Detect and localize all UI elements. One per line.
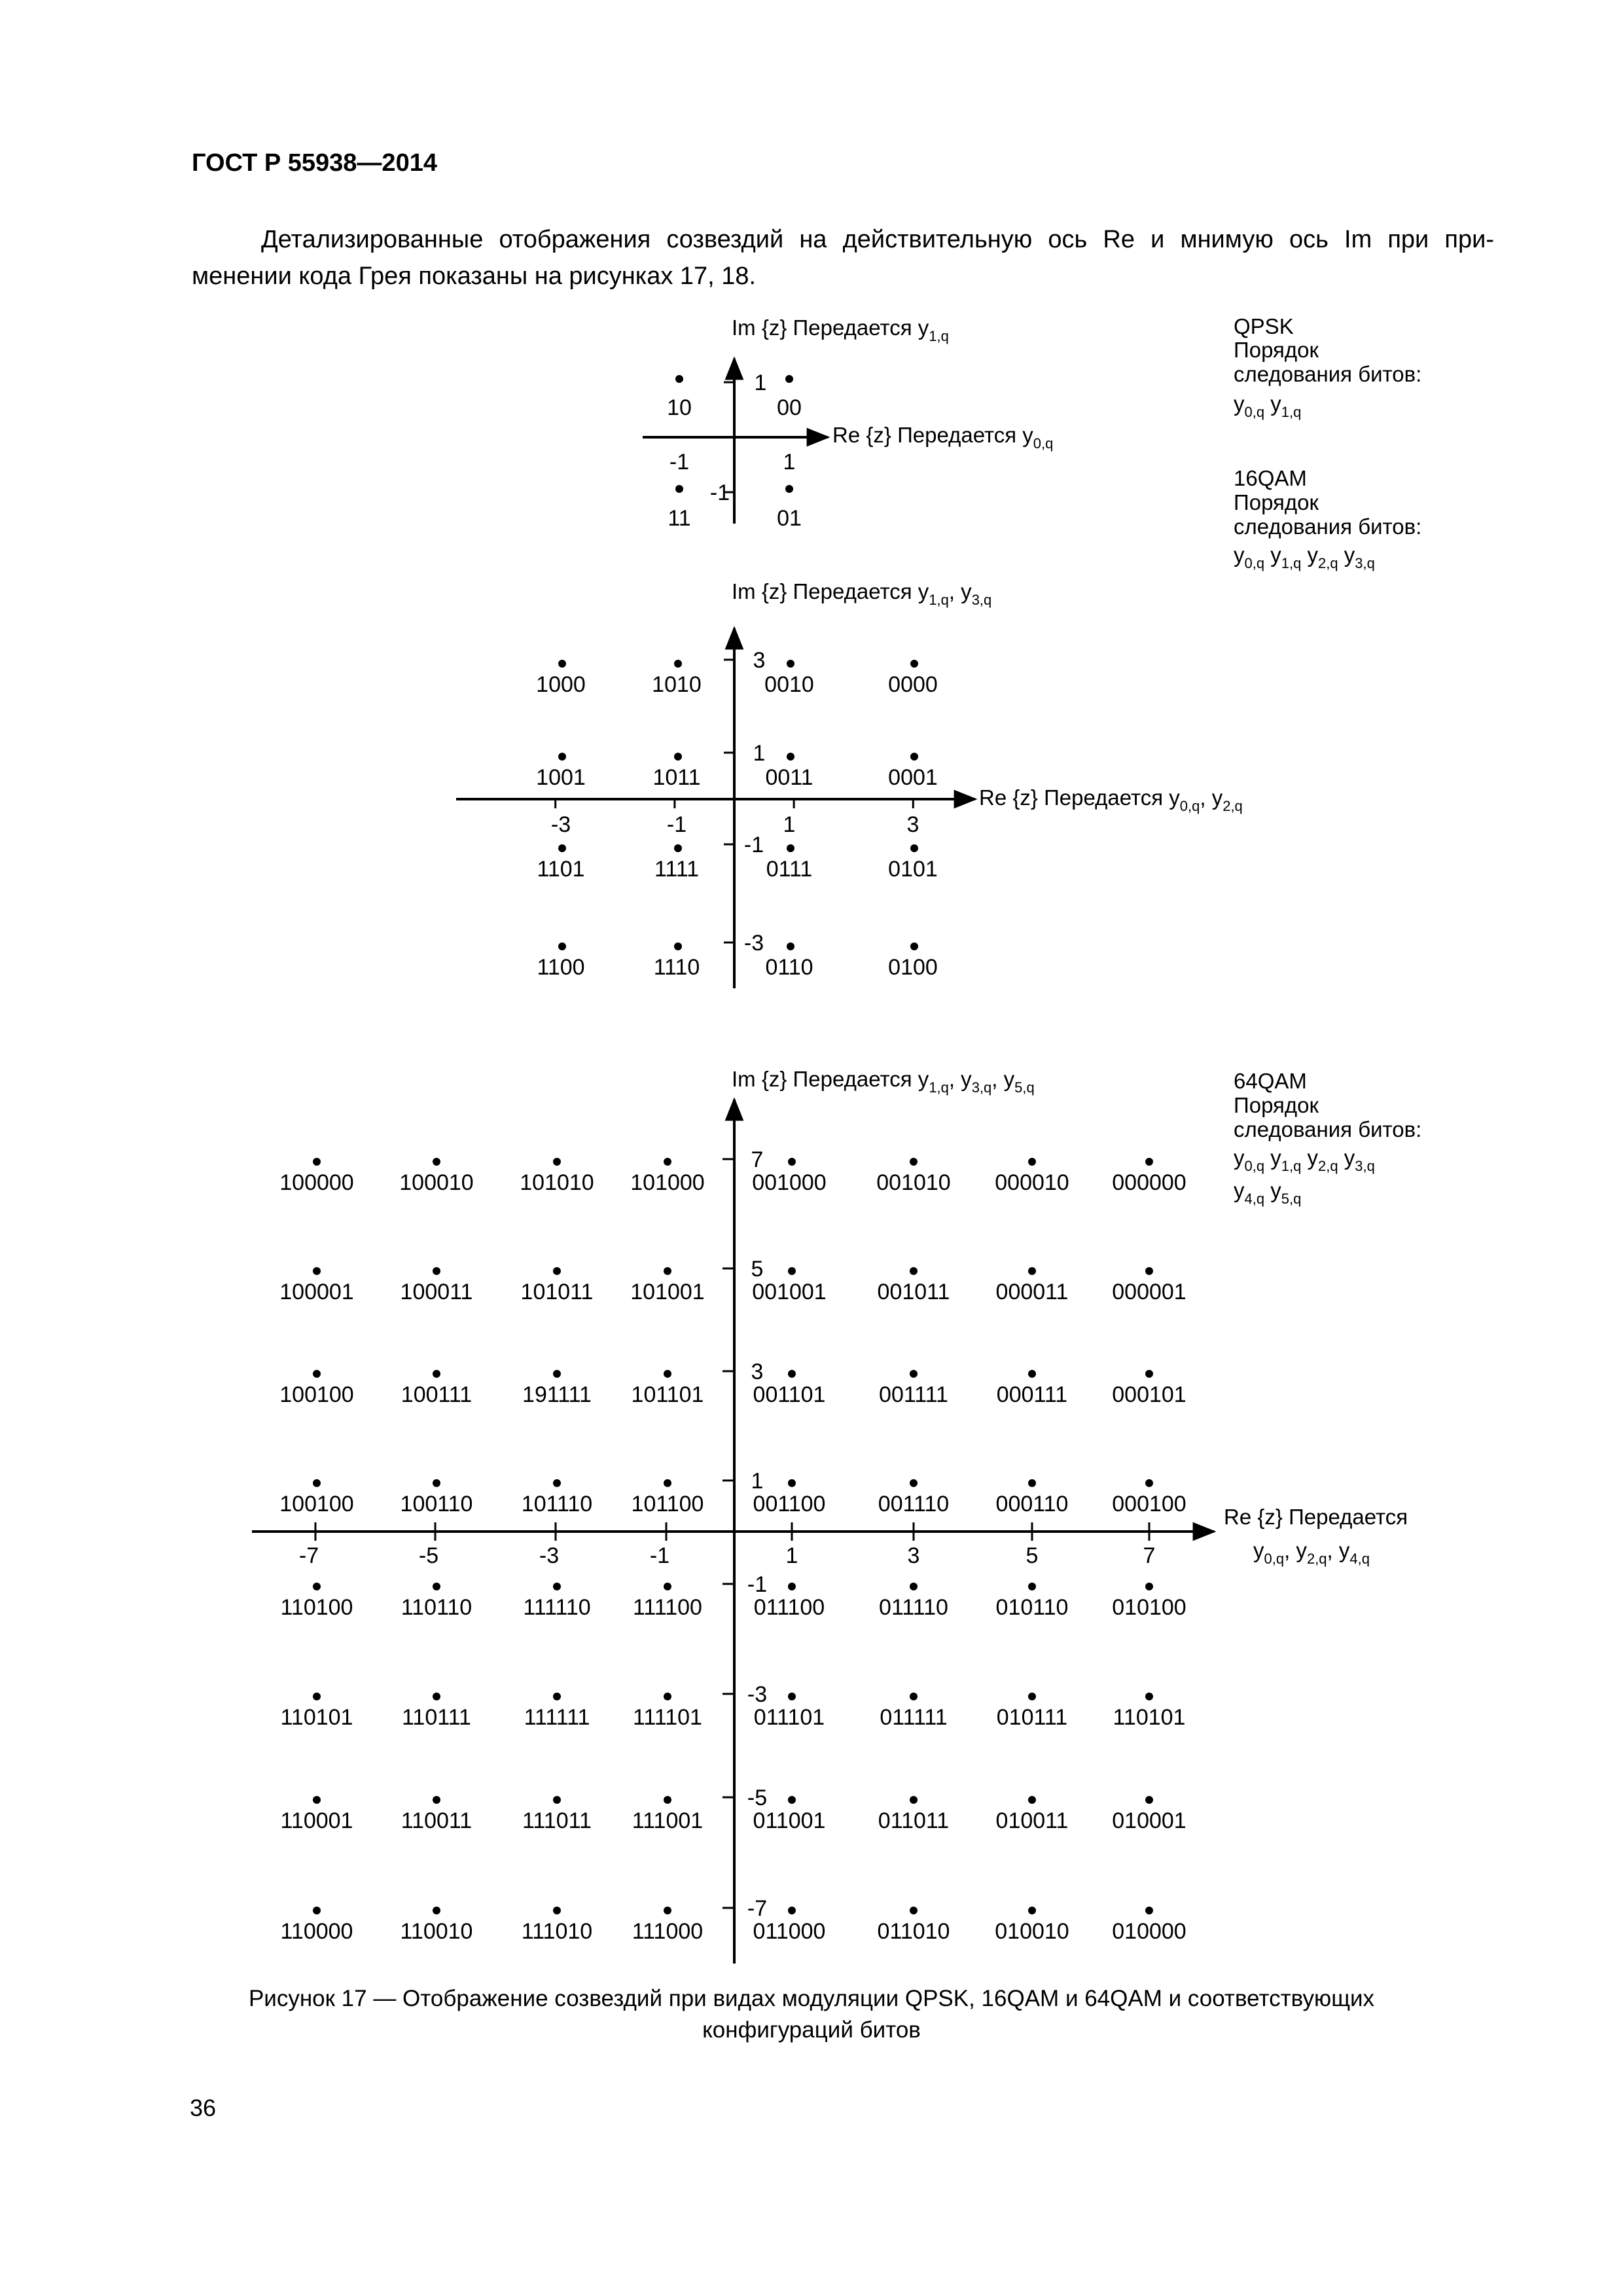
constellation-point bbox=[664, 1796, 671, 1804]
constellation-point bbox=[313, 1479, 321, 1487]
y-tick-label: -1 bbox=[747, 1572, 768, 1597]
bit-label: 001000 bbox=[752, 1170, 827, 1195]
bit-label: 1110 bbox=[653, 955, 700, 980]
constellation-point bbox=[558, 753, 566, 761]
bit-label: 111100 bbox=[633, 1595, 702, 1620]
x-tick-label: -1 bbox=[669, 450, 690, 475]
bit-label: 0001 bbox=[888, 765, 938, 790]
bit-label: 1000 bbox=[536, 672, 586, 697]
bit-label: 000100 bbox=[1112, 1492, 1186, 1516]
constellation-point bbox=[787, 942, 794, 950]
qam16-bit-order: $y_{0,q}$ $y_{1,q}$ $y_{2,q}$ $y_{3,q}$ bbox=[1234, 543, 1375, 571]
qam16-title: 16QAM bbox=[1234, 466, 1307, 490]
qpsk-diagram bbox=[643, 315, 1053, 531]
constellation-point bbox=[910, 753, 918, 761]
constellation-point bbox=[1145, 1158, 1153, 1166]
constellation-point bbox=[675, 485, 683, 493]
bit-label: 011010 bbox=[877, 1919, 950, 1944]
bit-label: 110101 bbox=[280, 1705, 353, 1730]
constellation-point bbox=[313, 1583, 321, 1590]
constellation-point bbox=[1145, 1479, 1153, 1487]
bit-label: 010100 bbox=[1112, 1595, 1186, 1620]
constellation-point bbox=[664, 1158, 671, 1166]
constellation-point bbox=[1028, 1267, 1036, 1275]
constellation-point bbox=[433, 1370, 440, 1378]
figure-caption bbox=[0, 1983, 1623, 2046]
page-number: 36 bbox=[190, 2094, 217, 2121]
bit-label: 011111 bbox=[880, 1705, 948, 1730]
y-tick-label: -1 bbox=[743, 833, 764, 857]
re-axis-label: Re {z} Передается bbox=[1224, 1505, 1408, 1529]
constellation-point bbox=[910, 1158, 918, 1166]
re-axis-label-2: $y_{0,q}$, $y_{2,q}$, $y_{4,q}$ bbox=[1253, 1538, 1370, 1567]
bit-label: 110110 bbox=[401, 1595, 473, 1620]
bit-label: 01 bbox=[777, 506, 802, 531]
bit-label: 001010 bbox=[876, 1170, 951, 1195]
y-tick-label: -1 bbox=[709, 480, 730, 505]
bit-label: 101010 bbox=[520, 1170, 594, 1195]
constellation-point bbox=[788, 1158, 796, 1166]
bit-label: 010011 bbox=[995, 1808, 1069, 1833]
bit-label: 1100 bbox=[537, 955, 585, 980]
y-tick-label: 3 bbox=[751, 1359, 764, 1384]
constellation-point bbox=[664, 1479, 671, 1487]
im-axis-label: Im {z} Передается $y_{1,q}$, $y_{3,q}$ bbox=[732, 579, 992, 608]
constellation-point bbox=[788, 1907, 796, 1914]
constellation-point bbox=[433, 1583, 440, 1590]
bit-label: 0110 bbox=[765, 955, 813, 980]
bit-label: 010001 bbox=[1112, 1808, 1186, 1833]
bit-label: 0111 bbox=[766, 857, 813, 882]
constellation-point bbox=[664, 1693, 671, 1700]
constellation-point bbox=[553, 1479, 561, 1487]
constellation-point bbox=[553, 1158, 561, 1166]
bit-label: 000010 bbox=[995, 1170, 1069, 1195]
constellation-point bbox=[910, 1796, 918, 1804]
bit-label: 111010 bbox=[521, 1919, 593, 1944]
bit-label: 1010 bbox=[652, 672, 702, 697]
y-tick-label: 1 bbox=[753, 741, 766, 766]
constellation-point bbox=[433, 1158, 440, 1166]
constellation-point bbox=[788, 1796, 796, 1804]
x-tick-label: -1 bbox=[666, 812, 687, 837]
bit-label: 111001 bbox=[632, 1808, 704, 1833]
x-tick-label: 7 bbox=[1143, 1543, 1156, 1568]
qpsk-bit-order: $y_{0,q}$ $y_{1,q}$ bbox=[1234, 391, 1302, 420]
constellation-point bbox=[1145, 1267, 1153, 1275]
bit-label: 00 bbox=[777, 395, 802, 420]
bit-label: 11 bbox=[668, 506, 691, 531]
x-tick-label: 5 bbox=[1026, 1543, 1039, 1568]
y-tick-label: -7 bbox=[747, 1896, 768, 1921]
constellation-point bbox=[1028, 1370, 1036, 1378]
constellation-point bbox=[1028, 1158, 1036, 1166]
bit-label: 110100 bbox=[280, 1595, 353, 1620]
bit-label: 100110 bbox=[400, 1492, 473, 1516]
y-tick-label: -3 bbox=[743, 931, 764, 956]
y-tick-label: 5 bbox=[751, 1257, 764, 1282]
constellation-point bbox=[664, 1267, 671, 1275]
bit-label: 101110 bbox=[521, 1492, 593, 1516]
bit-label: 101000 bbox=[630, 1170, 705, 1195]
constellation-point bbox=[553, 1796, 561, 1804]
bit-label: 100111 bbox=[401, 1382, 473, 1407]
bit-label: 110001 bbox=[280, 1808, 353, 1833]
bit-label: 000101 bbox=[1112, 1382, 1186, 1407]
constellation-point bbox=[553, 1583, 561, 1590]
bit-label: 101001 bbox=[630, 1280, 705, 1304]
bit-order-legends bbox=[1234, 314, 1421, 1207]
constellation-point bbox=[787, 660, 794, 668]
constellation-point bbox=[787, 844, 794, 852]
bit-label: 10 bbox=[667, 395, 692, 420]
qam64-order-label: Порядок bbox=[1234, 1093, 1319, 1117]
constellation-point bbox=[788, 1583, 796, 1590]
bit-label: 010111 bbox=[996, 1705, 1068, 1730]
bit-label: 001011 bbox=[877, 1280, 950, 1304]
document-header: ГОСТ Р 55938—2014 bbox=[192, 149, 437, 177]
constellation-point bbox=[1145, 1370, 1153, 1378]
bit-label: 001001 bbox=[752, 1280, 827, 1304]
bit-label: 0100 bbox=[888, 955, 938, 980]
bit-label: 000001 bbox=[1112, 1280, 1186, 1304]
bit-label: 000011 bbox=[995, 1280, 1069, 1304]
x-tick-label: -1 bbox=[649, 1543, 670, 1568]
constellation-point bbox=[313, 1796, 321, 1804]
constellation-point bbox=[558, 942, 566, 950]
bit-label: 191111 bbox=[522, 1382, 592, 1407]
y-tick-label: -5 bbox=[747, 1785, 768, 1810]
bit-label: 0000 bbox=[888, 672, 938, 697]
qam64-order-label-2: следования битов: bbox=[1234, 1117, 1422, 1141]
im-axis-label: Im {z} Передается $y_{1,q}$, $y_{3,q}$, $y_{5,q}$ bbox=[732, 1067, 1035, 1096]
bit-label: 001100 bbox=[753, 1492, 826, 1516]
constellation-point bbox=[910, 942, 918, 950]
qam16-order-label-2: следования битов: bbox=[1234, 514, 1422, 539]
bit-label: 101011 bbox=[520, 1280, 594, 1304]
constellation-point bbox=[433, 1907, 440, 1914]
bit-label: 100001 bbox=[279, 1280, 354, 1304]
constellation-point bbox=[674, 753, 682, 761]
bit-label: 101101 bbox=[631, 1382, 704, 1407]
constellation-point bbox=[1028, 1907, 1036, 1914]
constellation-point bbox=[1145, 1583, 1153, 1590]
bit-label: 110000 bbox=[280, 1919, 353, 1944]
constellation-point bbox=[558, 844, 566, 852]
bit-label: 000110 bbox=[995, 1492, 1069, 1516]
bit-label: 1101 bbox=[537, 857, 585, 882]
bit-label: 011011 bbox=[878, 1808, 950, 1833]
qam64-bit-order-2: $y_{4,q}$ $y_{5,q}$ bbox=[1234, 1178, 1302, 1207]
bit-label: 111000 bbox=[632, 1919, 704, 1944]
bit-label: 011110 bbox=[879, 1595, 948, 1620]
constellation-point bbox=[664, 1370, 671, 1378]
bit-label: 101100 bbox=[631, 1492, 704, 1516]
bit-label: 001110 bbox=[878, 1492, 950, 1516]
x-tick-label: -5 bbox=[418, 1543, 439, 1568]
constellation-point bbox=[910, 1370, 918, 1378]
caption-line-2: конфигураций битов bbox=[702, 2017, 921, 2043]
re-axis-label: Re {z} Передается $y_{0,q}$, $y_{2,q}$ bbox=[979, 785, 1243, 814]
constellation-point bbox=[553, 1370, 561, 1378]
bit-label: 111111 bbox=[524, 1705, 590, 1730]
bit-label: 011100 bbox=[753, 1595, 825, 1620]
constellation-point bbox=[313, 1907, 321, 1914]
constellation-point bbox=[433, 1796, 440, 1804]
bit-label: 110010 bbox=[400, 1919, 473, 1944]
qam64-bit-order: $y_{0,q}$ $y_{1,q}$ $y_{2,q}$ $y_{3,q}$ bbox=[1234, 1145, 1375, 1174]
bit-label: 001111 bbox=[879, 1382, 948, 1407]
constellation-point bbox=[313, 1158, 321, 1166]
constellation-point bbox=[674, 660, 682, 668]
y-tick-label: -3 bbox=[747, 1682, 768, 1707]
constellation-point bbox=[1145, 1796, 1153, 1804]
bit-label: 100000 bbox=[279, 1170, 354, 1195]
x-tick-label: 1 bbox=[785, 1543, 798, 1568]
bit-label: 1111 bbox=[654, 857, 700, 882]
constellation-point bbox=[1028, 1693, 1036, 1700]
constellation-point bbox=[787, 753, 794, 761]
bit-label: 110101 bbox=[1113, 1705, 1186, 1730]
constellation-point bbox=[553, 1907, 561, 1914]
qpsk-order-label: Порядок bbox=[1234, 338, 1319, 362]
bit-label: 1001 bbox=[536, 765, 586, 790]
constellation-point bbox=[674, 942, 682, 950]
y-tick-label: 3 bbox=[753, 648, 766, 673]
constellation-point bbox=[785, 375, 793, 383]
constellation-point bbox=[1028, 1479, 1036, 1487]
caption-line-1: Рисунок 17 — Отображение созвездий при видах модуляции QPSK, 16QAM и 64QAM и соответствующих bbox=[248, 1986, 1375, 2011]
constellation-point bbox=[910, 1479, 918, 1487]
constellation-point bbox=[553, 1267, 561, 1275]
constellation-point bbox=[910, 660, 918, 668]
constellation-point bbox=[785, 485, 793, 493]
x-tick-label: -3 bbox=[550, 812, 571, 837]
bit-label: 0101 bbox=[888, 857, 938, 882]
constellation-point bbox=[433, 1479, 440, 1487]
bit-label: 011000 bbox=[753, 1919, 826, 1944]
qpsk-order-label-2: следования битов: bbox=[1234, 362, 1422, 386]
constellation-point bbox=[1028, 1796, 1036, 1804]
constellation-point bbox=[674, 844, 682, 852]
im-axis-label: Im {z} Передается $y_{1,q}$ bbox=[732, 315, 949, 344]
paragraph-line-1: Детализированные отображения созвездий на действительную ось Re и мнимую ось Im при при- bbox=[261, 226, 1494, 253]
constellation-point bbox=[788, 1693, 796, 1700]
constellation-point bbox=[313, 1370, 321, 1378]
bit-label: 100100 bbox=[279, 1492, 354, 1516]
x-tick-label: -7 bbox=[298, 1543, 319, 1568]
bit-label: 0010 bbox=[764, 672, 814, 697]
qam64-title: 64QAM bbox=[1234, 1069, 1307, 1093]
constellation-point bbox=[313, 1267, 321, 1275]
x-tick-label: 3 bbox=[906, 812, 919, 837]
bit-label: 000111 bbox=[996, 1382, 1068, 1407]
constellation-point bbox=[664, 1907, 671, 1914]
bit-label: 010000 bbox=[1112, 1919, 1186, 1944]
qam16-diagram bbox=[456, 579, 1243, 988]
constellation-point bbox=[664, 1583, 671, 1590]
bit-label: 100010 bbox=[399, 1170, 474, 1195]
bit-label: 011101 bbox=[753, 1705, 825, 1730]
constellation-point bbox=[910, 1693, 918, 1700]
constellation-point bbox=[553, 1693, 561, 1700]
x-tick-label: 1 bbox=[783, 812, 796, 837]
constellation-point bbox=[788, 1370, 796, 1378]
constellation-point bbox=[433, 1267, 440, 1275]
bit-label: 011001 bbox=[753, 1808, 826, 1833]
constellation-point bbox=[1145, 1693, 1153, 1700]
bit-label: 0011 bbox=[765, 765, 813, 790]
x-tick-label: 3 bbox=[907, 1543, 920, 1568]
bit-label: 010010 bbox=[995, 1919, 1069, 1944]
constellation-point bbox=[910, 1907, 918, 1914]
re-axis-label: Re {z} Передается $y_{0,q}$ bbox=[832, 423, 1054, 452]
constellation-point bbox=[910, 1267, 918, 1275]
constellation-point bbox=[788, 1267, 796, 1275]
constellation-point bbox=[558, 660, 566, 668]
constellation-point bbox=[313, 1693, 321, 1700]
constellation-point bbox=[910, 844, 918, 852]
bit-label: 111011 bbox=[522, 1808, 592, 1833]
y-tick-label: 1 bbox=[751, 1469, 764, 1494]
constellation-point bbox=[1145, 1907, 1153, 1914]
constellation-point bbox=[433, 1693, 440, 1700]
constellation-point bbox=[1028, 1583, 1036, 1590]
bit-label: 100011 bbox=[400, 1280, 473, 1304]
bit-label: 110111 bbox=[402, 1705, 471, 1730]
constellation-point bbox=[910, 1583, 918, 1590]
y-tick-label: 7 bbox=[751, 1147, 764, 1172]
qpsk-title: QPSK bbox=[1234, 314, 1294, 338]
paragraph-line-2: менении кода Грея показаны на рисунках 17, 18. bbox=[192, 262, 757, 290]
y-tick-label: 1 bbox=[754, 370, 767, 395]
bit-label: 000000 bbox=[1112, 1170, 1186, 1195]
constellation-point bbox=[788, 1479, 796, 1487]
bit-label: 1011 bbox=[652, 765, 701, 790]
bit-label: 111110 bbox=[523, 1595, 591, 1620]
constellation-point bbox=[675, 375, 683, 383]
x-tick-label: 1 bbox=[783, 450, 796, 475]
bit-label: 001101 bbox=[753, 1382, 826, 1407]
x-tick-label: -3 bbox=[539, 1543, 560, 1568]
bit-label: 110011 bbox=[401, 1808, 473, 1833]
bit-label: 111101 bbox=[633, 1705, 702, 1730]
bit-label: 100100 bbox=[279, 1382, 354, 1407]
qam16-order-label: Порядок bbox=[1234, 490, 1319, 514]
bit-label: 010110 bbox=[995, 1595, 1069, 1620]
